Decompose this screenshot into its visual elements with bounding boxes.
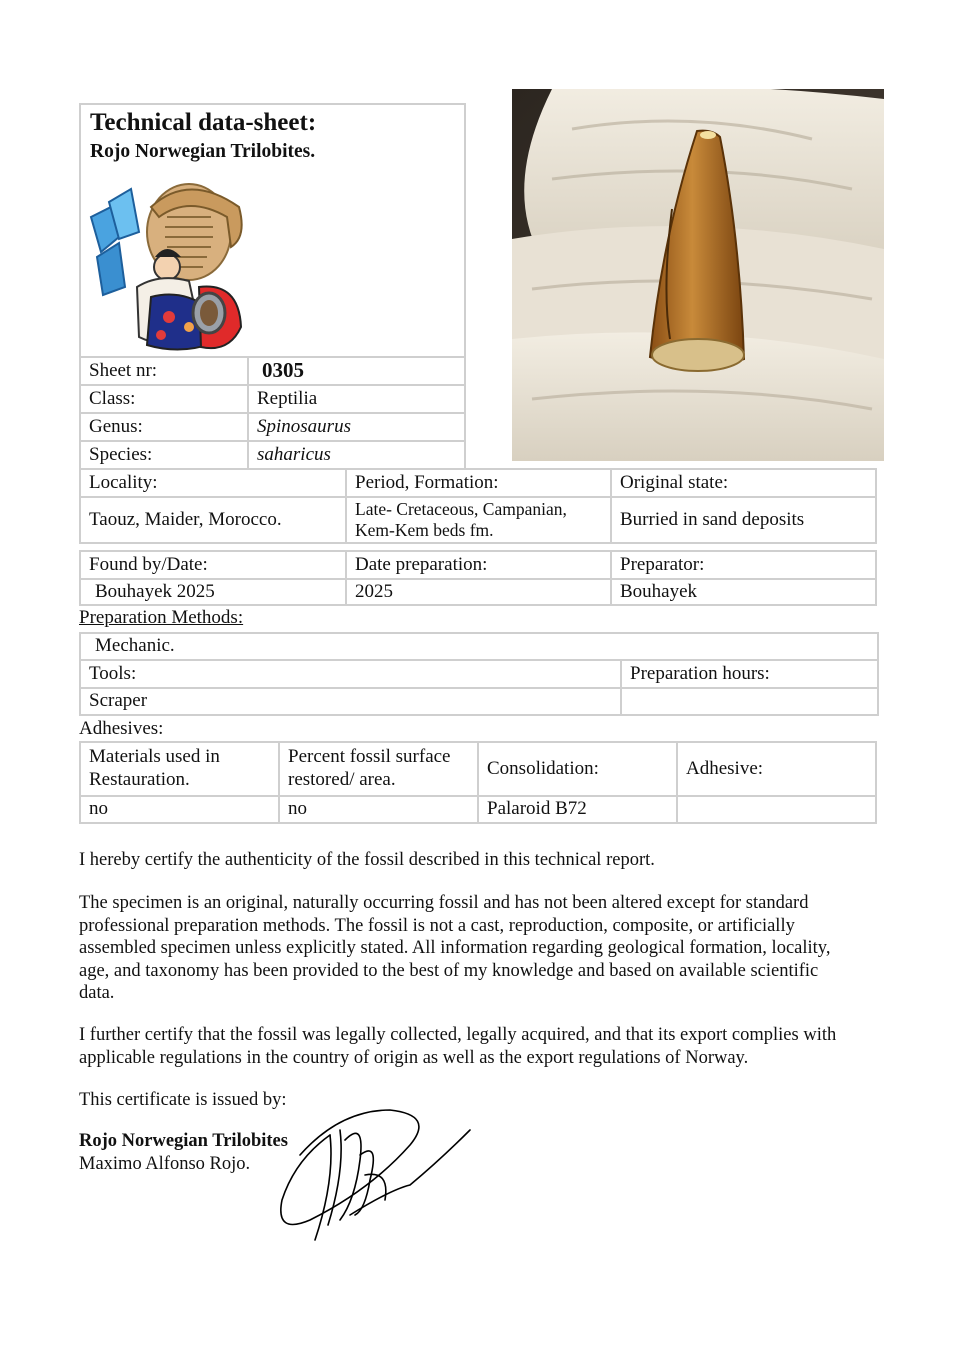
species-value: saharicus xyxy=(247,440,466,470)
materials-label xyxy=(79,741,280,797)
paragraph-3-line-2: applicable regulations in the country of origin as well as the export regulations of Norway. xyxy=(79,1047,749,1068)
class-label: Class: xyxy=(79,384,249,414)
sheet-nr-label: Sheet nr: xyxy=(79,356,249,386)
preparation-hours-label: Preparation hours: xyxy=(620,659,879,689)
class-value: Reptilia xyxy=(247,384,466,414)
adhesive-label: Adhesive: xyxy=(676,741,877,797)
period-value-line2: Kem-Kem beds fm. xyxy=(355,520,494,540)
certificate-paragraph-3 xyxy=(79,1024,879,1069)
found-value: Bouhayek 2025 xyxy=(79,578,347,606)
percent-label-line1: Percent fossil surface xyxy=(288,746,451,768)
percent-restored-value: no xyxy=(278,795,479,824)
preparation-hours-value xyxy=(620,687,879,716)
paragraph-3-line-1: I further certify that the fossil was legally collected, legally acquired, and that its export complies with xyxy=(79,1025,837,1045)
period-value-line1: Late- Cretaceous, Campanian, xyxy=(355,499,567,519)
preparator-label: Preparator: xyxy=(610,550,877,580)
company-name: Rojo Norwegian Trilobites. xyxy=(90,141,316,162)
locality-label: Locality: xyxy=(79,468,347,498)
paragraph-2-line-1: The specimen is an original, naturally occurring fossil and has not been altered except for standard xyxy=(79,893,809,913)
sheet-nr-value: 0305 xyxy=(247,356,466,386)
paragraph-2-line-5: data. xyxy=(79,983,115,1003)
certificate-paragraph-1: I hereby certify the authenticity of the fossil described in this technical report. xyxy=(79,850,655,870)
preparator-value: Bouhayek xyxy=(610,578,877,606)
samurai-trilobite-logo-icon xyxy=(89,177,249,355)
spinosaurus-tooth-photo-icon xyxy=(512,89,884,461)
locality-value: Taouz, Maider, Morocco. xyxy=(79,496,347,544)
materials-label-line1: Materials used in xyxy=(89,746,220,768)
preparation-method-value: Mechanic. xyxy=(79,632,879,661)
issuer-company: Rojo Norwegian Trilobites xyxy=(79,1131,288,1151)
consolidation-label: Consolidation: xyxy=(477,741,678,797)
found-label: Found by/Date: xyxy=(79,550,347,580)
percent-restored-label xyxy=(278,741,479,797)
handwritten-signature-icon xyxy=(270,1100,480,1250)
header-box xyxy=(79,103,466,358)
original-state-value: Burried in sand deposits xyxy=(610,496,877,544)
tools-value: Scraper xyxy=(79,687,622,716)
paragraph-2-line-3: assembled specimen unless explicitly stated. All information regarding geological formation, locality, xyxy=(79,938,831,958)
genus-label: Genus: xyxy=(79,412,249,442)
specimen-photo xyxy=(512,89,884,461)
paragraph-2-line-4: age, and taxonomy has been provided to the best of my knowledge and based on available scientific xyxy=(79,960,819,981)
adhesives-heading: Adhesives: xyxy=(79,718,164,739)
issuer-name: Maximo Alfonso Rojo. xyxy=(79,1154,251,1174)
species-label: Species: xyxy=(79,440,249,470)
original-state-label: Original state: xyxy=(610,468,877,498)
percent-label-line2: restored/ area. xyxy=(288,769,396,790)
date-preparation-value: 2025 xyxy=(345,578,612,606)
paragraph-2-line-2: professional preparation methods. The fossil is not a cast, reproduction, composite, or artificially xyxy=(79,915,795,936)
date-preparation-label: Date preparation: xyxy=(345,550,612,580)
period-label: Period, Formation: xyxy=(345,468,612,498)
consolidation-value: Palaroid B72 xyxy=(477,795,678,824)
materials-value: no xyxy=(79,795,280,824)
genus-value: Spinosaurus xyxy=(247,412,466,442)
preparation-methods-heading: Preparation Methods: xyxy=(79,607,244,628)
period-value xyxy=(345,496,612,544)
tools-label: Tools: xyxy=(79,659,622,689)
issued-by-text: This certificate is issued by: xyxy=(79,1090,287,1110)
certificate-paragraph-2 xyxy=(79,892,879,1005)
adhesive-value xyxy=(676,795,877,824)
sheet-title: Technical data-sheet: xyxy=(90,109,317,136)
materials-label-line2: Restauration. xyxy=(89,769,190,790)
